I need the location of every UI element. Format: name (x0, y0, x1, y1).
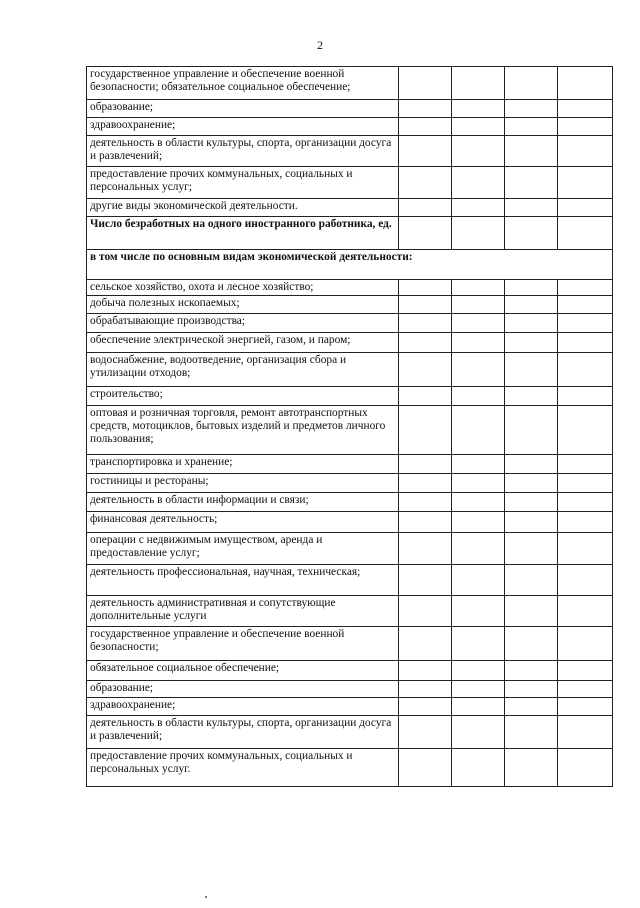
table-row (87, 67, 613, 100)
value-cell (558, 661, 613, 681)
row-label: водоснабжение, водоотведение, организация сбора и утилизации отходов; (87, 353, 399, 387)
value-cell (505, 406, 558, 455)
value-cell (452, 565, 505, 596)
row-label: деятельность в области культуры, спорта, организации досуга и развлечений; (87, 136, 399, 167)
value-cell (452, 100, 505, 118)
value-cell (399, 596, 452, 627)
value-cell (558, 280, 613, 296)
table-row (87, 455, 613, 474)
value-cell (558, 314, 613, 333)
value-cell (399, 387, 452, 406)
value-cell (452, 455, 505, 474)
table-row (87, 387, 613, 406)
value-cell (399, 136, 452, 167)
value-cell (399, 333, 452, 353)
row-label: обрабатывающие производства; (87, 314, 399, 333)
value-cell (505, 596, 558, 627)
row-label: оптовая и розничная торговля, ремонт автотранспортных средств, мотоциклов, бытовых изделий и предметов личного пользования; (87, 406, 399, 455)
table-row (87, 118, 613, 136)
value-cell (505, 749, 558, 787)
value-cell (399, 100, 452, 118)
table-row (87, 716, 613, 749)
value-cell (505, 681, 558, 698)
value-cell (505, 661, 558, 681)
value-cell (505, 493, 558, 512)
table-row (87, 749, 613, 787)
value-cell (505, 387, 558, 406)
value-cell (452, 136, 505, 167)
row-label: государственное управление и обеспечение военной безопасности; (87, 627, 399, 661)
value-cell (558, 681, 613, 698)
value-cell (558, 512, 613, 533)
row-label: предоставление прочих коммунальных, социальных и персональных услуг; (87, 167, 399, 199)
value-cell (558, 565, 613, 596)
value-cell (452, 387, 505, 406)
value-cell (558, 136, 613, 167)
row-label: Число безработных на одного иностранного работника, ед. (87, 217, 399, 250)
row-label: другие виды экономической деятельности. (87, 199, 399, 217)
value-cell (399, 681, 452, 698)
value-cell (452, 512, 505, 533)
value-cell (399, 661, 452, 681)
table-row (87, 250, 613, 280)
table-row (87, 333, 613, 353)
row-label: государственное управление и обеспечение военной безопасности; обязательное социальное обеспечение; (87, 67, 399, 100)
value-cell (505, 716, 558, 749)
table-row (87, 596, 613, 627)
value-cell (452, 280, 505, 296)
value-cell (399, 353, 452, 387)
row-label: операции с недвижимым имуществом, аренда и предоставление услуг; (87, 533, 399, 565)
table-row (87, 661, 613, 681)
value-cell (452, 749, 505, 787)
value-cell (505, 512, 558, 533)
row-label: транспортировка и хранение; (87, 455, 399, 474)
table-row (87, 280, 613, 296)
value-cell (505, 314, 558, 333)
value-cell (452, 296, 505, 314)
value-cell (399, 280, 452, 296)
value-cell (558, 387, 613, 406)
table-row (87, 681, 613, 698)
value-cell (558, 716, 613, 749)
value-cell (558, 67, 613, 100)
value-cell (505, 474, 558, 493)
value-cell (452, 333, 505, 353)
value-cell (558, 493, 613, 512)
row-label: строительство; (87, 387, 399, 406)
value-cell (399, 698, 452, 716)
value-cell (452, 627, 505, 661)
value-cell (558, 596, 613, 627)
row-label: образование; (87, 681, 399, 698)
value-cell (505, 167, 558, 199)
value-cell (505, 627, 558, 661)
row-label: здравоохранение; (87, 698, 399, 716)
value-cell (399, 118, 452, 136)
value-cell (452, 167, 505, 199)
value-cell (452, 493, 505, 512)
row-label: деятельность административная и сопутствующие дополнительные услуги (87, 596, 399, 627)
value-cell (399, 217, 452, 250)
value-cell (558, 333, 613, 353)
row-label: образование; (87, 100, 399, 118)
page-number: 2 (317, 38, 323, 52)
table-row (87, 698, 613, 716)
table-row (87, 167, 613, 199)
value-cell (452, 698, 505, 716)
value-cell (452, 716, 505, 749)
value-cell (399, 199, 452, 217)
value-cell (558, 698, 613, 716)
value-cell (452, 661, 505, 681)
value-cell (452, 596, 505, 627)
table-row (87, 533, 613, 565)
value-cell (558, 749, 613, 787)
row-label: в том числе по основным видам экономической деятельности: (87, 250, 613, 280)
value-cell (399, 167, 452, 199)
row-label: обеспечение электрической энергией, газом, и паром; (87, 333, 399, 353)
value-cell (505, 353, 558, 387)
value-cell (399, 565, 452, 596)
value-cell (505, 565, 558, 596)
row-label: добыча полезных ископаемых; (87, 296, 399, 314)
value-cell (505, 333, 558, 353)
row-label: деятельность в области информации и связи; (87, 493, 399, 512)
value-cell (558, 533, 613, 565)
value-cell (452, 406, 505, 455)
value-cell (558, 100, 613, 118)
row-label: обязательное социальное обеспечение; (87, 661, 399, 681)
value-cell (505, 455, 558, 474)
value-cell (399, 749, 452, 787)
value-cell (452, 67, 505, 100)
value-cell (505, 118, 558, 136)
value-cell (399, 493, 452, 512)
value-cell (452, 353, 505, 387)
table-row (87, 217, 613, 250)
value-cell (505, 296, 558, 314)
table-body (87, 67, 613, 787)
row-label: финансовая деятельность; (87, 512, 399, 533)
row-label: сельское хозяйство, охота и лесное хозяйство; (87, 280, 399, 296)
value-cell (505, 136, 558, 167)
value-cell (399, 406, 452, 455)
value-cell (558, 627, 613, 661)
table-row (87, 565, 613, 596)
value-cell (558, 217, 613, 250)
value-cell (399, 314, 452, 333)
value-cell (558, 474, 613, 493)
value-cell (558, 296, 613, 314)
value-cell (452, 199, 505, 217)
table-row (87, 627, 613, 661)
value-cell (399, 512, 452, 533)
value-cell (505, 217, 558, 250)
value-cell (558, 199, 613, 217)
value-cell (452, 533, 505, 565)
row-label: гостиницы и рестораны; (87, 474, 399, 493)
value-cell (452, 217, 505, 250)
value-cell (399, 67, 452, 100)
value-cell (452, 474, 505, 493)
value-cell (558, 167, 613, 199)
value-cell (399, 296, 452, 314)
table-row (87, 493, 613, 512)
table-row (87, 136, 613, 167)
value-cell (505, 533, 558, 565)
value-cell (558, 353, 613, 387)
table-row (87, 100, 613, 118)
value-cell (558, 406, 613, 455)
table-row (87, 474, 613, 493)
row-label: деятельность профессиональная, научная, техническая; (87, 565, 399, 596)
value-cell (558, 455, 613, 474)
value-cell (452, 314, 505, 333)
value-cell (505, 199, 558, 217)
table-row (87, 296, 613, 314)
value-cell (505, 67, 558, 100)
row-label: здравоохранение; (87, 118, 399, 136)
value-cell (399, 474, 452, 493)
value-cell (505, 698, 558, 716)
value-cell (399, 627, 452, 661)
table-row (87, 199, 613, 217)
row-label: деятельность в области культуры, спорта, организации досуга и развлечений; (87, 716, 399, 749)
table-row (87, 406, 613, 455)
table-row (87, 314, 613, 333)
table-row (87, 353, 613, 387)
value-cell (452, 118, 505, 136)
value-cell (505, 280, 558, 296)
value-cell (452, 681, 505, 698)
scan-speck (205, 896, 207, 898)
value-cell (399, 716, 452, 749)
row-label: предоставление прочих коммунальных, социальных и персональных услуг. (87, 749, 399, 787)
value-cell (399, 533, 452, 565)
statistics-table (86, 66, 613, 787)
value-cell (399, 455, 452, 474)
value-cell (558, 118, 613, 136)
value-cell (505, 100, 558, 118)
table-row (87, 512, 613, 533)
